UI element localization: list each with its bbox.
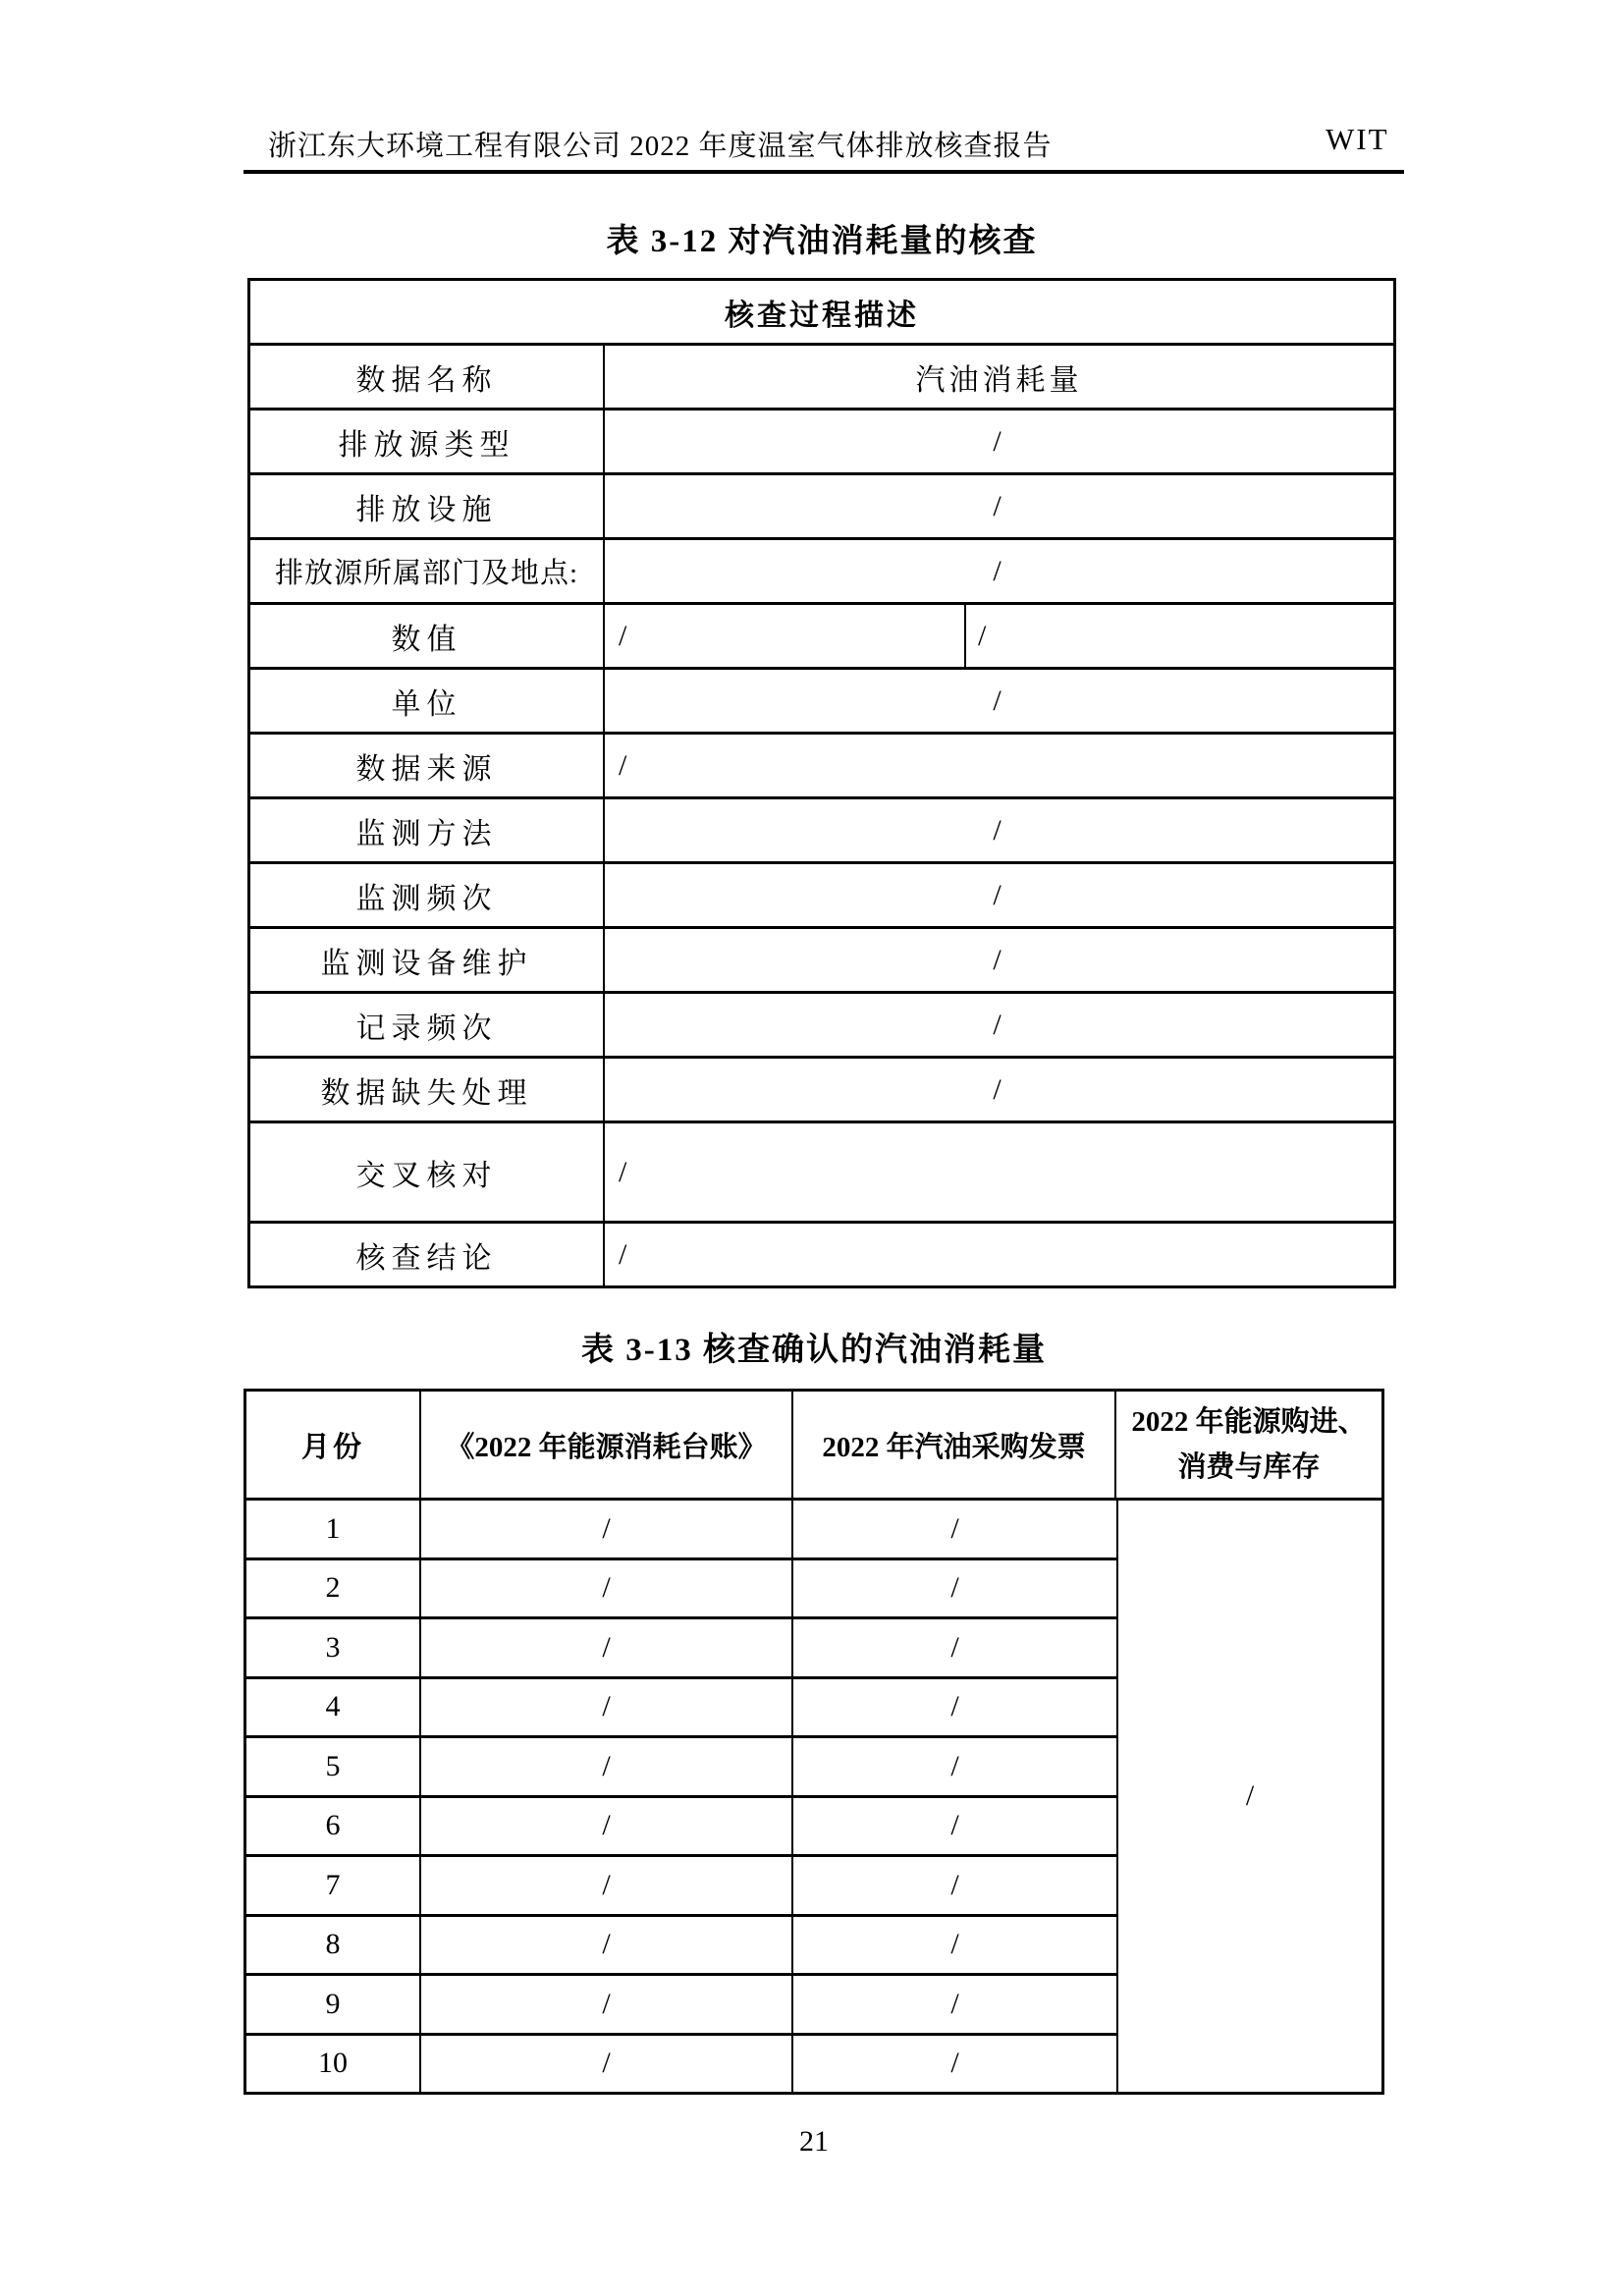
row-value: / bbox=[993, 813, 1005, 847]
row-label: 数据来源 bbox=[250, 735, 605, 796]
table2-body bbox=[246, 1501, 1381, 2092]
table2-month-grid bbox=[246, 1501, 1116, 2092]
column-header-purchase bbox=[1116, 1392, 1381, 1498]
table-row-monitoring-method bbox=[250, 796, 1393, 861]
table-row-numeric-value bbox=[250, 602, 1393, 667]
row-value: / bbox=[993, 424, 1005, 458]
table-row-month-7 bbox=[246, 1857, 1116, 1917]
table1-caption: 表 3-12 对汽油消耗量的核查 bbox=[606, 224, 1038, 259]
row-value: / bbox=[993, 489, 1005, 522]
cell-invoice: / bbox=[950, 1630, 959, 1664]
row-label: 数据名称 bbox=[250, 346, 605, 408]
table-row-month-1 bbox=[246, 1501, 1116, 1560]
cell-ledger: / bbox=[421, 1857, 793, 1914]
table-row-month-5 bbox=[246, 1738, 1116, 1798]
page-number: 21 bbox=[799, 2125, 829, 2158]
table-row-data-name bbox=[250, 343, 1393, 408]
row-label: 排放源所属部门及地点: bbox=[250, 540, 605, 602]
table-row-month-8 bbox=[246, 1917, 1116, 1977]
table-row-monitoring-frequency bbox=[250, 861, 1393, 926]
row-value: / bbox=[619, 1155, 627, 1188]
row-label: 核查结论 bbox=[250, 1224, 605, 1285]
table-row-month-9 bbox=[246, 1976, 1116, 2036]
table2-header-row bbox=[246, 1392, 1381, 1501]
row-label: 排放源类型 bbox=[250, 410, 605, 472]
cell-ledger: / bbox=[421, 1976, 793, 2033]
column-header-purchase-line2: 消费与库存 bbox=[1177, 1451, 1321, 1483]
table1-header-row bbox=[250, 281, 1393, 343]
row-value: / bbox=[993, 943, 1005, 976]
cell-month: 4 bbox=[246, 1679, 421, 1736]
row-value: / bbox=[619, 1237, 627, 1271]
cell-invoice: / bbox=[950, 1868, 959, 1901]
row-value-2: / bbox=[978, 619, 987, 652]
row-label: 排放设施 bbox=[250, 475, 605, 537]
column-header-invoice: 2022 年汽油采购发票 bbox=[793, 1392, 1116, 1498]
cell-invoice: / bbox=[950, 2047, 959, 2080]
report-header-title: 浙江东大环境工程有限公司 2022 年度温室气体排放核查报告 bbox=[268, 131, 1053, 162]
cell-invoice: / bbox=[950, 1987, 959, 2020]
cell-invoice: / bbox=[950, 1749, 959, 1782]
header-divider bbox=[244, 170, 1404, 174]
row-label: 交叉核对 bbox=[250, 1123, 605, 1221]
row-label: 数据缺失处理 bbox=[250, 1059, 605, 1121]
row-value-1: / bbox=[605, 605, 966, 667]
row-label: 监测频次 bbox=[250, 864, 605, 926]
cell-ledger: / bbox=[421, 1619, 793, 1676]
column-header-ledger: 《2022 年能源消耗台账》 bbox=[421, 1392, 793, 1498]
table-row-equipment-maintenance bbox=[250, 926, 1393, 991]
table-row-source-department bbox=[250, 537, 1393, 602]
cell-ledger: / bbox=[421, 1738, 793, 1795]
cell-month: 2 bbox=[246, 1560, 421, 1617]
cell-month: 9 bbox=[246, 1976, 421, 2033]
table-row-month-3 bbox=[246, 1619, 1116, 1679]
table-row-emission-source-type bbox=[250, 408, 1393, 472]
row-value: / bbox=[993, 554, 1005, 587]
table-row-month-10 bbox=[246, 2036, 1116, 2093]
row-label: 记录频次 bbox=[250, 994, 605, 1056]
table-row-record-frequency bbox=[250, 991, 1393, 1056]
cell-month: 7 bbox=[246, 1857, 421, 1914]
table-row-month-2 bbox=[246, 1560, 1116, 1620]
cell-month: 1 bbox=[246, 1501, 421, 1558]
table-row-emission-facility bbox=[250, 472, 1393, 537]
table-row-cross-check bbox=[250, 1121, 1393, 1221]
cell-month: 10 bbox=[246, 2036, 421, 2093]
column-header-month: 月份 bbox=[246, 1392, 421, 1498]
cell-month: 8 bbox=[246, 1917, 421, 1974]
table-row-verification-conclusion bbox=[250, 1221, 1393, 1285]
row-label: 监测设备维护 bbox=[250, 929, 605, 991]
cell-ledger: / bbox=[421, 1679, 793, 1736]
cell-month: 5 bbox=[246, 1738, 421, 1795]
column-header-purchase-line1: 2022 年能源购进、 bbox=[1131, 1405, 1367, 1438]
table1-header-label: 核查过程描述 bbox=[725, 299, 919, 332]
cell-ledger: / bbox=[421, 1917, 793, 1974]
table-row-month-6 bbox=[246, 1798, 1116, 1858]
cell-month: 3 bbox=[246, 1619, 421, 1676]
cell-purchase-merged: / bbox=[1116, 1501, 1381, 2092]
cell-ledger: / bbox=[421, 1560, 793, 1617]
table-row-month-4 bbox=[246, 1679, 1116, 1739]
row-label: 数值 bbox=[250, 605, 605, 667]
row-value: / bbox=[993, 878, 1005, 911]
cell-invoice: / bbox=[950, 1928, 959, 1961]
confirmed-consumption-table bbox=[244, 1389, 1384, 2095]
cell-invoice: / bbox=[950, 1690, 959, 1723]
row-label: 单位 bbox=[250, 670, 605, 732]
cell-ledger: / bbox=[421, 2036, 793, 2093]
cell-ledger: / bbox=[421, 1501, 793, 1558]
row-value: / bbox=[993, 683, 1005, 717]
report-header-mark: WIT bbox=[1326, 122, 1389, 156]
cell-invoice: / bbox=[950, 1571, 959, 1605]
row-value: / bbox=[619, 748, 627, 782]
row-value: 汽油消耗量 bbox=[915, 363, 1083, 397]
table-row-missing-data-handling bbox=[250, 1056, 1393, 1121]
table-row-unit bbox=[250, 667, 1393, 732]
cell-invoice: / bbox=[950, 1511, 959, 1545]
table2-caption: 表 3-13 核查确认的汽油消耗量 bbox=[581, 1333, 1047, 1368]
cell-ledger: / bbox=[421, 1798, 793, 1855]
row-label: 监测方法 bbox=[250, 799, 605, 861]
cell-month: 6 bbox=[246, 1798, 421, 1855]
row-value: / bbox=[993, 1008, 1005, 1041]
table-row-data-source bbox=[250, 732, 1393, 796]
verification-process-table bbox=[247, 278, 1396, 1288]
row-value: / bbox=[993, 1072, 1005, 1106]
cell-invoice: / bbox=[950, 1809, 959, 1842]
